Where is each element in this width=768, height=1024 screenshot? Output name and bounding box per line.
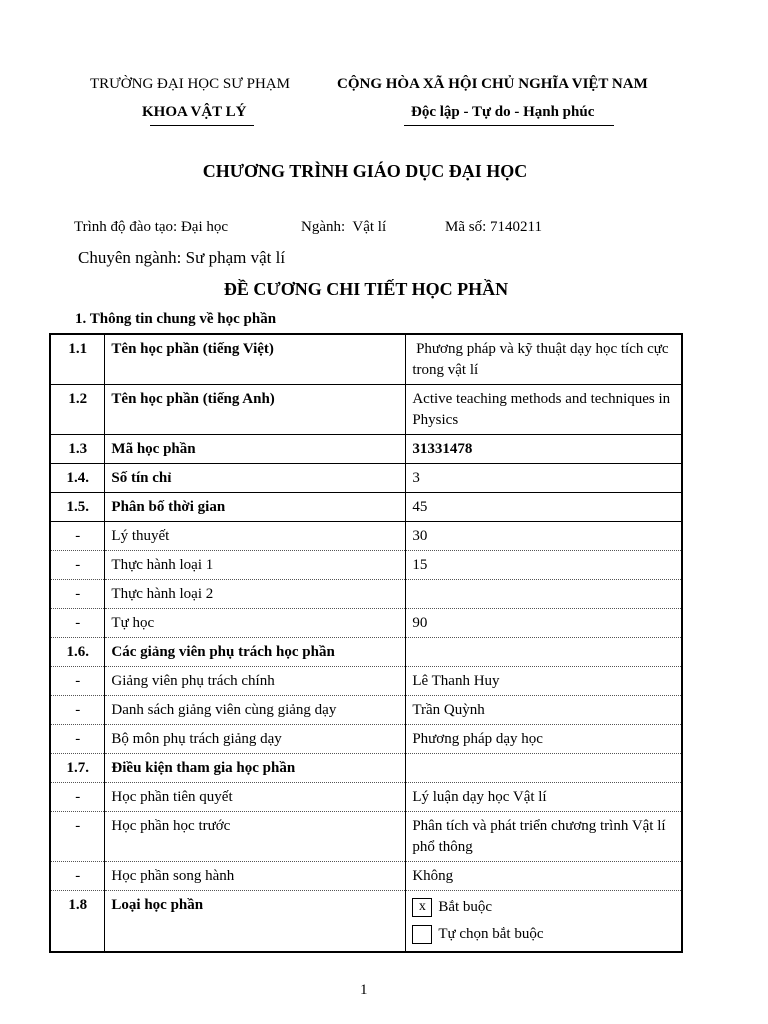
elective-required-checkbox[interactable] [412, 925, 432, 944]
row-label: Phân bố thời gian [105, 493, 406, 522]
row-value: Active teaching methods and techniques in Physics [406, 385, 682, 435]
row-number: - [50, 522, 105, 551]
table-row [50, 609, 682, 638]
row-number: 1.7. [50, 754, 105, 783]
row-number: 1.8 [50, 891, 105, 953]
required-checkbox[interactable]: x [412, 898, 432, 917]
row-value [406, 638, 682, 667]
table-row [50, 334, 682, 385]
training-level: Trình độ đào tạo: Đại học [74, 219, 229, 235]
row-number: 1.2 [50, 385, 105, 435]
row-number: 1.6. [50, 638, 105, 667]
faculty-name: KHOA VẬT LÝ [142, 104, 247, 120]
row-value: 15 [406, 551, 682, 580]
row-label: Tên học phần (tiếng Anh) [105, 385, 406, 435]
university-name: TRƯỜNG ĐẠI HỌC SƯ PHẠM [90, 76, 290, 92]
row-value: 31331478 [406, 435, 682, 464]
row-label: Học phần tiên quyết [105, 783, 406, 812]
program-code: Mã số: 7140211 [445, 219, 542, 235]
country-name: CỘNG HÒA XÃ HỘI CHỦ NGHĨA VIỆT NAM [337, 76, 648, 92]
required-label: Bắt buộc [438, 899, 493, 915]
row-label: Các giảng viên phụ trách học phần [105, 638, 406, 667]
table-row [50, 435, 682, 464]
faculty-underline [150, 125, 254, 126]
specialization: Chuyên ngành: Sư phạm vật lí [78, 248, 286, 267]
table-row [50, 667, 682, 696]
row-number: - [50, 812, 105, 862]
table-row [50, 696, 682, 725]
row-number: - [50, 783, 105, 812]
table-row [50, 754, 682, 783]
row-value [406, 580, 682, 609]
option-required [412, 894, 675, 921]
row-label: Tên học phần (tiếng Việt) [105, 334, 406, 385]
table-row [50, 385, 682, 435]
row-label: Số tín chỉ [105, 464, 406, 493]
table-row [50, 580, 682, 609]
row-value: Phân tích và phát triển chương trình Vật lí phổ thông [406, 812, 682, 862]
row-number: 1.1 [50, 334, 105, 385]
row-value: Không [406, 862, 682, 891]
row-value [406, 754, 682, 783]
table-row [50, 638, 682, 667]
row-label: Học phần song hành [105, 862, 406, 891]
major: Ngành: Vật lí [301, 219, 387, 235]
table-row [50, 812, 682, 862]
row-label: Bộ môn phụ trách giảng dạy [105, 725, 406, 754]
motto-underline [404, 125, 614, 126]
table-row [50, 464, 682, 493]
row-number: 1.3 [50, 435, 105, 464]
table-row [50, 783, 682, 812]
row-number: - [50, 580, 105, 609]
course-info-table [49, 333, 683, 953]
row-value: 30 [406, 522, 682, 551]
row-value: 45 [406, 493, 682, 522]
row-label: Loại học phần [105, 891, 406, 953]
table-row [50, 891, 682, 953]
course-type-options [406, 891, 682, 953]
row-label: Điều kiện tham gia học phần [105, 754, 406, 783]
row-number: - [50, 667, 105, 696]
table-row [50, 551, 682, 580]
program-title: CHƯƠNG TRÌNH GIÁO DỤC ĐẠI HỌC [202, 161, 528, 181]
table-row [50, 862, 682, 891]
row-value: Trần Quỳnh [406, 696, 682, 725]
row-label: Thực hành loại 1 [105, 551, 406, 580]
section-title: 1. Thông tin chung về học phần [75, 311, 277, 327]
row-number: - [50, 725, 105, 754]
row-label: Giảng viên phụ trách chính [105, 667, 406, 696]
row-label: Mã học phần [105, 435, 406, 464]
row-number: 1.5. [50, 493, 105, 522]
row-label: Thực hành loại 2 [105, 580, 406, 609]
table-row [50, 522, 682, 551]
row-number: - [50, 551, 105, 580]
syllabus-title: ĐỀ CƯƠNG CHI TIẾT HỌC PHẦN [223, 279, 509, 299]
row-value: 90 [406, 609, 682, 638]
row-label: Danh sách giảng viên cùng giảng dạy [105, 696, 406, 725]
page-number: 1 [360, 982, 368, 998]
row-label: Lý thuyết [105, 522, 406, 551]
motto: Độc lập - Tự do - Hạnh phúc [411, 104, 595, 120]
row-number: - [50, 609, 105, 638]
row-number: 1.4. [50, 464, 105, 493]
row-value: 3 [406, 464, 682, 493]
row-value: Lê Thanh Huy [406, 667, 682, 696]
row-label: Tự học [105, 609, 406, 638]
row-value: Phương pháp và kỹ thuật dạy học tích cực trong vật lí [406, 334, 682, 385]
row-label: Học phần học trước [105, 812, 406, 862]
table-row [50, 493, 682, 522]
row-number: - [50, 862, 105, 891]
row-value: Lý luận dạy học Vật lí [406, 783, 682, 812]
elective-required-label: Tự chọn bắt buộc [438, 926, 544, 942]
row-value: Phương pháp dạy học [406, 725, 682, 754]
option-elective-required [412, 921, 675, 948]
table-row [50, 725, 682, 754]
row-number: - [50, 696, 105, 725]
